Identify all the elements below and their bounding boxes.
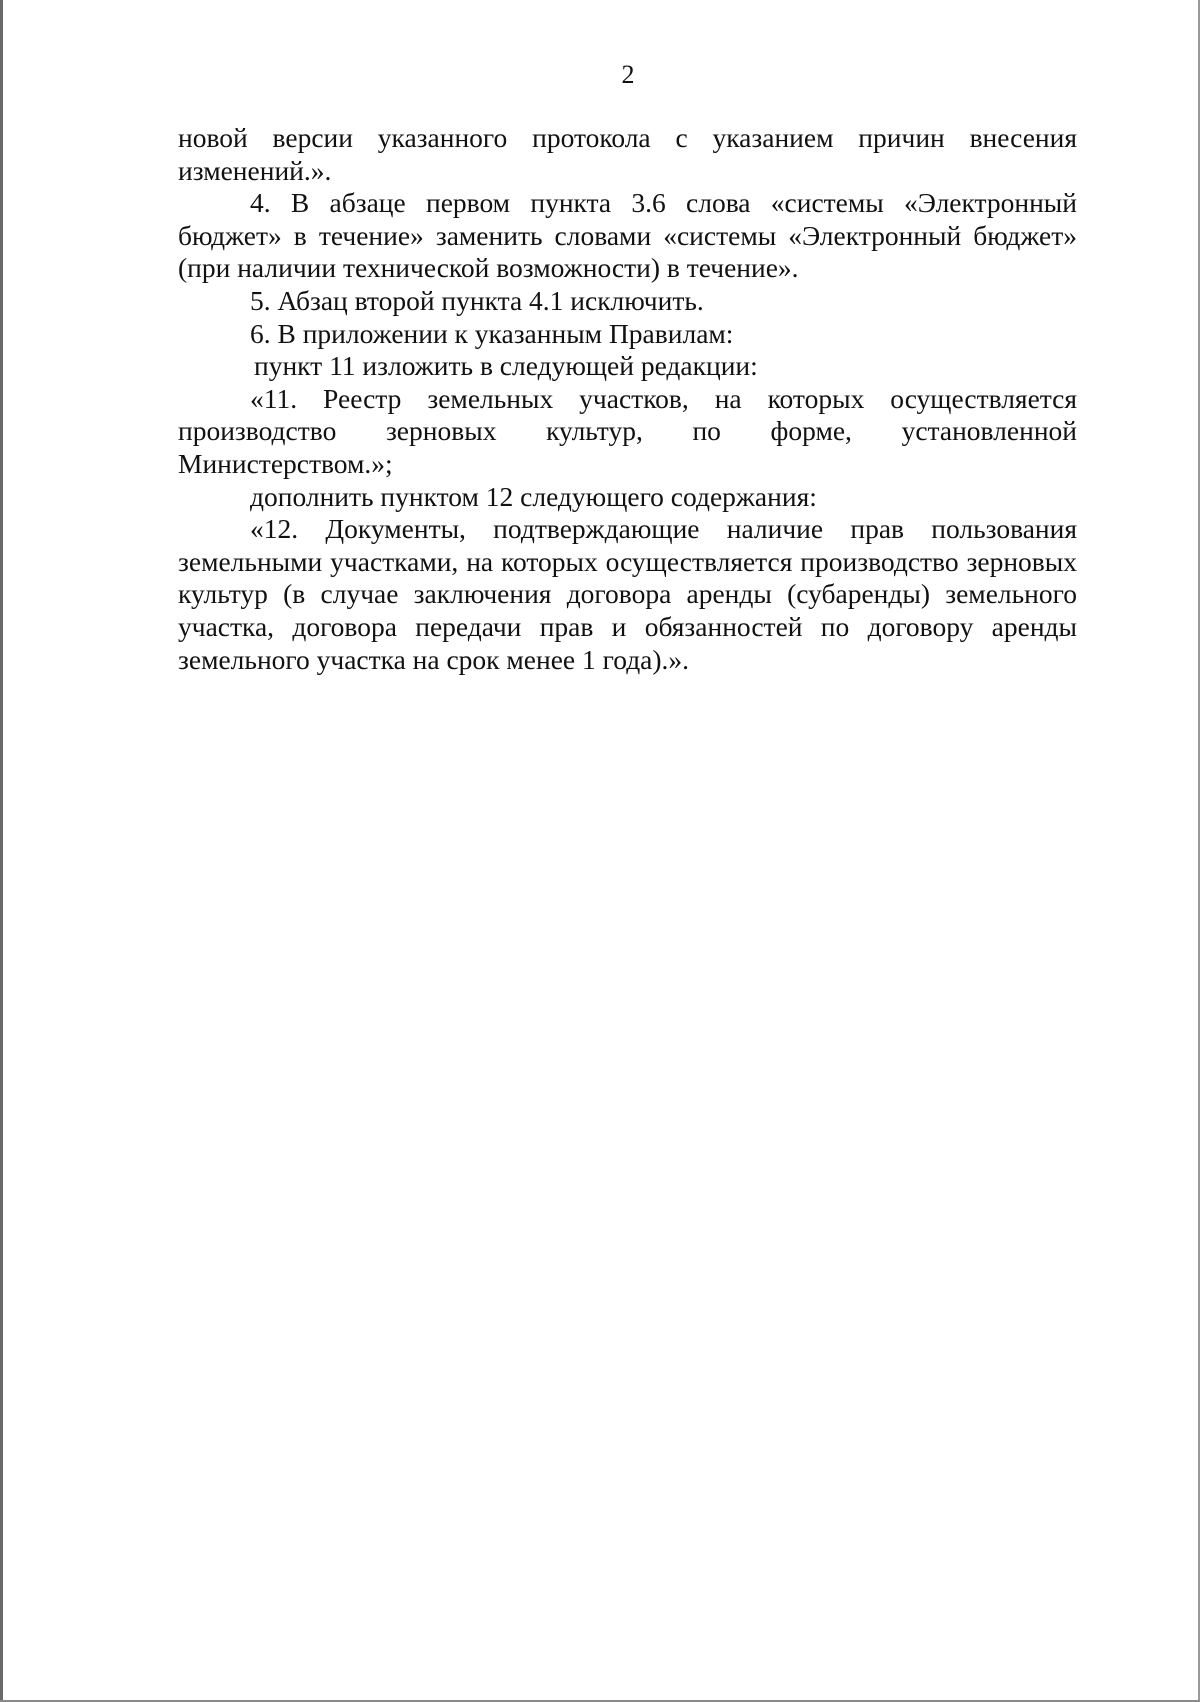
paragraph-point-12-text: «12. Документы, подтверждающие наличие прав пользования земельными участками, на которых осуществляется производство зерновых культур (в случае заключения договора аренды (субаренды) земельного участка, договора передачи прав и обязанностей по договору аренды земельного участка на срок менее 1 года).». xyxy=(178,513,1077,675)
paragraph-continuation: новой версии указанного протокола с указанием причин внесения изменений.». xyxy=(178,122,1077,186)
paragraph-point-11-text: «11. Реестр земельных участков, на которых осуществляется производство зерновых культур, по форме, установленной Министерством.»; xyxy=(178,382,1077,479)
paragraph-item-4: 4. В абзаце первом пункта 3.6 слова «системы «Электронный бюджет» в течение» заменить словами «системы «Электронный бюджет» (при наличии технической возможности) в течение». xyxy=(178,187,1077,284)
paragraph-item-6: 6. В приложении к указанным Правилам: xyxy=(250,317,734,349)
scan-edge-left xyxy=(0,0,3,1702)
document-body xyxy=(178,122,1077,676)
paragraph-point-12-intro: дополнить пунктом 12 следующего содержания: xyxy=(250,480,817,512)
paragraph-point-11-intro: пункт 11 изложить в следующей редакции: xyxy=(254,350,758,382)
page-number: 2 xyxy=(621,60,635,89)
paragraph-item-5: 5. Абзац второй пункта 4.1 исключить. xyxy=(250,284,704,316)
